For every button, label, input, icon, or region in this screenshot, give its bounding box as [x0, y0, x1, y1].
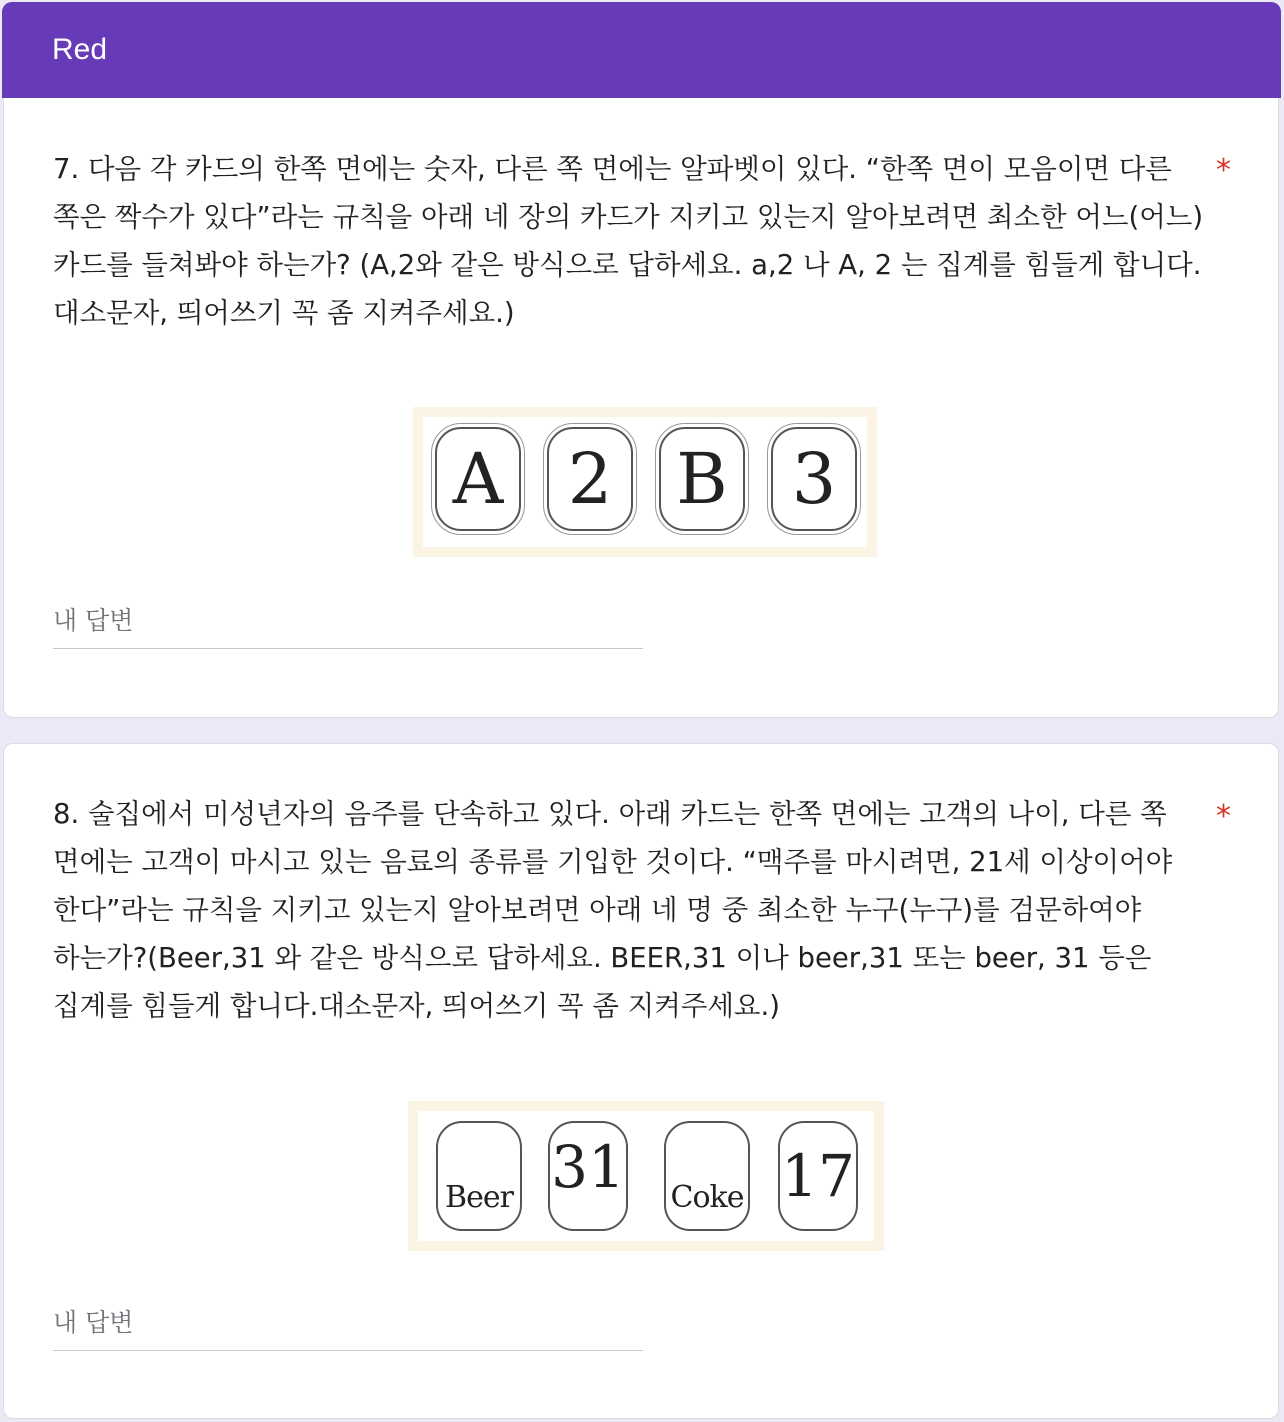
section-header: [2, 2, 1281, 98]
answer-input[interactable]: [53, 1302, 643, 1351]
question-card-7: [3, 98, 1279, 718]
required-asterisk: *: [1216, 799, 1231, 834]
card-2: 2: [547, 427, 633, 531]
required-asterisk: *: [1216, 153, 1231, 188]
question-card-8: [3, 743, 1279, 1419]
card-31: 31: [548, 1121, 628, 1231]
section-title: Red: [52, 33, 108, 66]
card-17: 17: [778, 1121, 858, 1231]
question-image-inner: [418, 1111, 874, 1241]
answer-input[interactable]: [53, 600, 643, 649]
question-title: 7. 다음 각 카드의 한쪽 면에는 숫자, 다른 쪽 면에는 알파벳이 있다. “한쪽 면이 모음이면 다른 쪽은 짝수가 있다”라는 규칙을 아래 네 장의 카드가 지키고 있는지 알아보려면 최소한 어느(어느) 카드를 들쳐봐야 하는가? (A,2와 같은 방식으로 답하세요. a,2 나 A, 2 는 집계를 힘들게 합니다. 대소문자, 띄어쓰기 꼭 좀 지켜주세요.): [53, 153, 1204, 329]
card-a: A: [435, 427, 521, 531]
card-coke: Coke: [664, 1121, 750, 1231]
card-3: 3: [771, 427, 857, 531]
question-image-inner: [423, 417, 867, 547]
question-image: [413, 407, 877, 557]
question-image: [408, 1101, 884, 1251]
card-beer: Beer: [436, 1121, 522, 1231]
question-title: 8. 술집에서 미성년자의 음주를 단속하고 있다. 아래 카드는 한쪽 면에는 고객의 나이, 다른 쪽 면에는 고객이 마시고 있는 음료의 종류를 기입한 것이다. “맥주를 마시려면, 21세 이상이어야 한다”라는 규칙을 지키고 있는지 알아보려면 아래 네 명 중 최소한 누구(누구)를 검문하여야 하는가?(Beer,31 와 같은 방식으로 답하세요. BEER,31 이나 beer,31 또는 beer, 31 등은 집계를 힘들게 합니다.대소문자, 띄어쓰기 꼭 좀 지켜주세요.): [53, 798, 1173, 1022]
card-b: B: [659, 427, 745, 531]
